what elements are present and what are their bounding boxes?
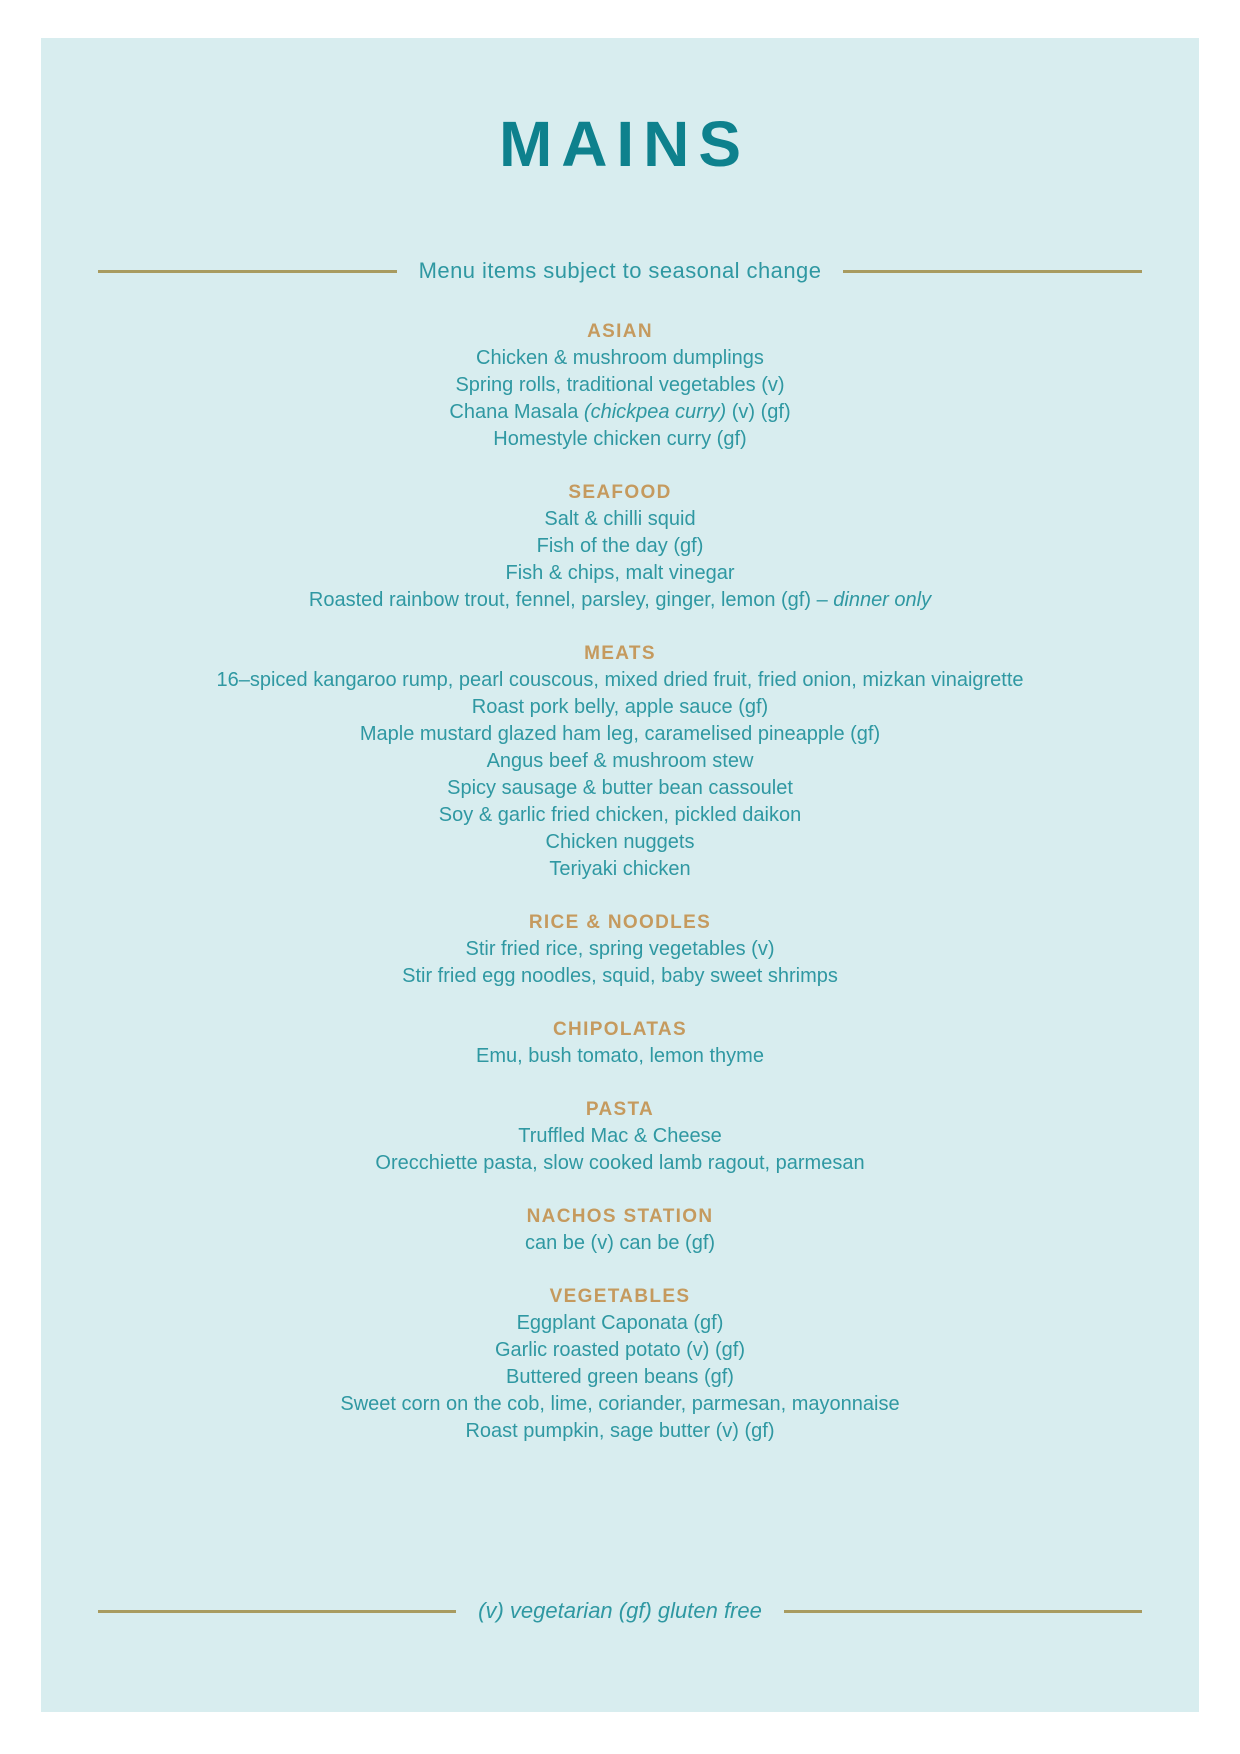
section-heading: CHIPOLATAS xyxy=(553,1019,687,1040)
page-title: MAINS xyxy=(498,108,750,180)
menu-item: can be (v) can be (gf) xyxy=(524,1232,716,1254)
divider-rule-left xyxy=(98,270,397,273)
page-subtitle: Menu items subject to seasonal change xyxy=(418,258,822,283)
menu-item: Chicken nuggets xyxy=(545,831,695,853)
menu-item: Spicy sausage & butter bean cassoulet xyxy=(447,777,793,799)
menu-item: Roast pork belly, apple sauce (gf) xyxy=(471,696,769,718)
menu-item: Spring rolls, traditional vegetables (v) xyxy=(455,374,785,396)
menu-item: Emu, bush tomato, lemon thyme xyxy=(476,1045,764,1067)
section-heading: SEAFOOD xyxy=(568,482,672,503)
menu-section-nachos-station xyxy=(525,1203,715,1257)
menu-item: Fish of the day (gf) xyxy=(536,535,704,557)
menu-item: Roast pumpkin, sage butter (v) (gf) xyxy=(465,1420,775,1442)
section-heading: PASTA xyxy=(585,1099,655,1120)
menu-section-seafood xyxy=(309,479,931,614)
menu-section-asian xyxy=(449,318,790,453)
menu-item: Sweet corn on the cob, lime, coriander, parmesan, mayonnaise xyxy=(340,1393,900,1415)
menu-item: Salt & chilli squid xyxy=(544,508,696,530)
menu-item: Maple mustard glazed ham leg, caramelised pineapple (gf) xyxy=(359,723,881,745)
menu-item: Homestyle chicken curry (gf) xyxy=(493,428,747,450)
section-heading: RICE & NOODLES xyxy=(528,912,712,933)
menu-item: Teriyaki chicken xyxy=(549,858,691,880)
subtitle-divider xyxy=(98,258,1142,284)
menu-section-meats xyxy=(216,640,1023,883)
menu-item: Eggplant Caponata (gf) xyxy=(516,1312,724,1334)
menu-section-pasta xyxy=(375,1096,864,1177)
menu-card xyxy=(41,38,1199,1712)
menu-item: Stir fried rice, spring vegetables (v) xyxy=(465,938,775,960)
legend-divider xyxy=(98,1598,1142,1624)
menu-item: Angus beef & mushroom stew xyxy=(486,750,754,772)
menu-item: Stir fried egg noodles, squid, baby sweet shrimps xyxy=(402,965,838,987)
section-heading: NACHOS STATION xyxy=(526,1206,714,1227)
menu-item: Truffled Mac & Cheese xyxy=(518,1125,722,1147)
section-heading: ASIAN xyxy=(587,321,653,342)
menu-item: Roasted rainbow trout, fennel, parsley, ginger, lemon (gf) – dinner only xyxy=(308,589,932,611)
section-heading: MEATS xyxy=(584,643,656,664)
menu-item: Chana Masala (chickpea curry) (v) (gf) xyxy=(449,401,791,423)
menu-section-chipolatas xyxy=(476,1016,764,1070)
menu-item: 16–spiced kangaroo rump, pearl couscous, mixed dried fruit, fried onion, mizkan vinaigrette xyxy=(216,669,1024,691)
section-heading: VEGETABLES xyxy=(549,1286,691,1307)
menu-section-rice-noodles xyxy=(402,909,838,990)
menu-item: Chicken & mushroom dumplings xyxy=(476,347,764,369)
menu-item: Soy & garlic fried chicken, pickled daikon xyxy=(438,804,802,826)
legend-rule-left xyxy=(98,1610,456,1613)
divider-rule-right xyxy=(843,270,1142,273)
menu-item: Garlic roasted potato (v) (gf) xyxy=(494,1339,746,1361)
menu-item: Fish & chips, malt vinegar xyxy=(505,562,735,584)
menu-section-vegetables xyxy=(340,1283,899,1445)
legend-rule-right xyxy=(784,1610,1142,1613)
menu-item: Orecchiette pasta, slow cooked lamb ragout, parmesan xyxy=(375,1152,865,1174)
menu-sections xyxy=(216,318,1023,1445)
menu-item: Buttered green beans (gf) xyxy=(506,1366,734,1388)
legend-text: (v) vegetarian (gf) gluten free xyxy=(478,1598,762,1623)
